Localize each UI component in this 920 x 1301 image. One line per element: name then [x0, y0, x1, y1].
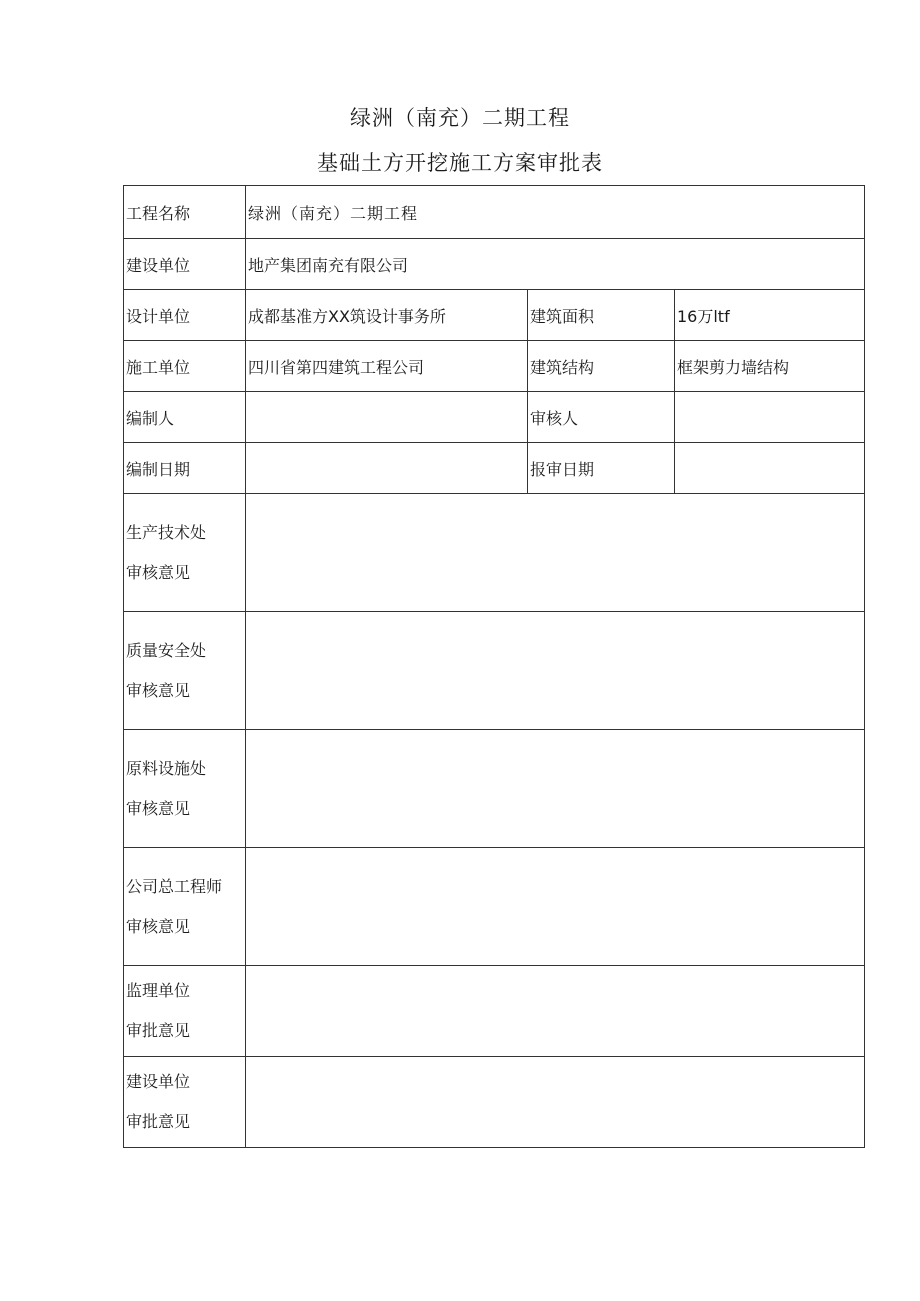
opinion-label-line1: 监理单位: [126, 981, 191, 1000]
value-owner: 地产集团南充有限公司: [246, 239, 865, 290]
opinion-label-chief-engineer: [124, 848, 246, 966]
row-designer: [124, 290, 865, 341]
value-constructor: 四川省第四建筑工程公司: [246, 341, 528, 392]
label-designer: 设计单位: [124, 290, 246, 341]
opinion-field-supervisor[interactable]: [246, 966, 865, 1057]
row-prep-date: [124, 443, 865, 494]
label-constructor: 施工单位: [124, 341, 246, 392]
value-prep-date[interactable]: [246, 443, 528, 494]
opinion-label-line2: 审核意见: [126, 680, 191, 700]
value-designer: 成都基准方XX筑设计事务所: [246, 290, 528, 341]
label-project-name: 工程名称: [124, 186, 246, 239]
opinion-label-line1: 质量安全处: [126, 640, 207, 660]
value-submit-date[interactable]: [675, 443, 865, 494]
row-opinion-tech: [124, 494, 865, 612]
row-project-name: [124, 186, 865, 239]
row-opinion-owner: [124, 1057, 865, 1148]
label-reviewer: 审核人: [528, 392, 675, 443]
opinion-label-line2: 审核意见: [126, 916, 191, 936]
opinion-label-line2: 审批意见: [126, 1021, 191, 1040]
opinion-label-supervisor: [124, 966, 246, 1057]
opinion-field-tech[interactable]: [246, 494, 865, 612]
value-project-name: 绿洲（南充）二期工程: [246, 186, 865, 239]
row-preparer: [124, 392, 865, 443]
label-floor-area: 建筑面积: [528, 290, 675, 341]
opinion-label-line1: 原料设施处: [126, 758, 207, 778]
approval-form-table: [123, 185, 865, 1148]
label-structure: 建筑结构: [528, 341, 675, 392]
label-prep-date: 编制日期: [124, 443, 246, 494]
label-submit-date: 报审日期: [528, 443, 675, 494]
opinion-label-owner: [124, 1057, 246, 1148]
value-preparer[interactable]: [246, 392, 528, 443]
opinion-label-material: [124, 730, 246, 848]
opinion-field-owner[interactable]: [246, 1057, 865, 1148]
row-opinion-supervisor: [124, 966, 865, 1057]
row-opinion-material: [124, 730, 865, 848]
value-reviewer[interactable]: [675, 392, 865, 443]
opinion-field-material[interactable]: [246, 730, 865, 848]
value-structure: 框架剪力墙结构: [675, 341, 865, 392]
opinion-label-line1: 建设单位: [126, 1072, 191, 1091]
opinion-label-safety: [124, 612, 246, 730]
document-title: 绿洲（南充）二期工程: [350, 106, 570, 130]
row-opinion-chief-engineer: [124, 848, 865, 966]
opinion-label-line2: 审核意见: [126, 562, 191, 582]
row-owner: [124, 239, 865, 290]
value-floor-area: 16万ltf: [675, 290, 865, 341]
label-preparer: 编制人: [124, 392, 246, 443]
opinion-label-line1: 生产技术处: [126, 522, 207, 542]
document-subtitle: 基础土方开挖施工方案审批表: [317, 151, 603, 175]
opinion-label-line2: 审核意见: [126, 798, 191, 818]
label-owner: 建设单位: [124, 239, 246, 290]
opinion-label-line2: 审批意见: [126, 1112, 191, 1131]
row-constructor: [124, 341, 865, 392]
opinion-field-safety[interactable]: [246, 612, 865, 730]
opinion-label-tech: [124, 494, 246, 612]
opinion-label-line1: 公司总工程师: [126, 876, 223, 896]
opinion-field-chief-engineer[interactable]: [246, 848, 865, 966]
row-opinion-safety: [124, 612, 865, 730]
